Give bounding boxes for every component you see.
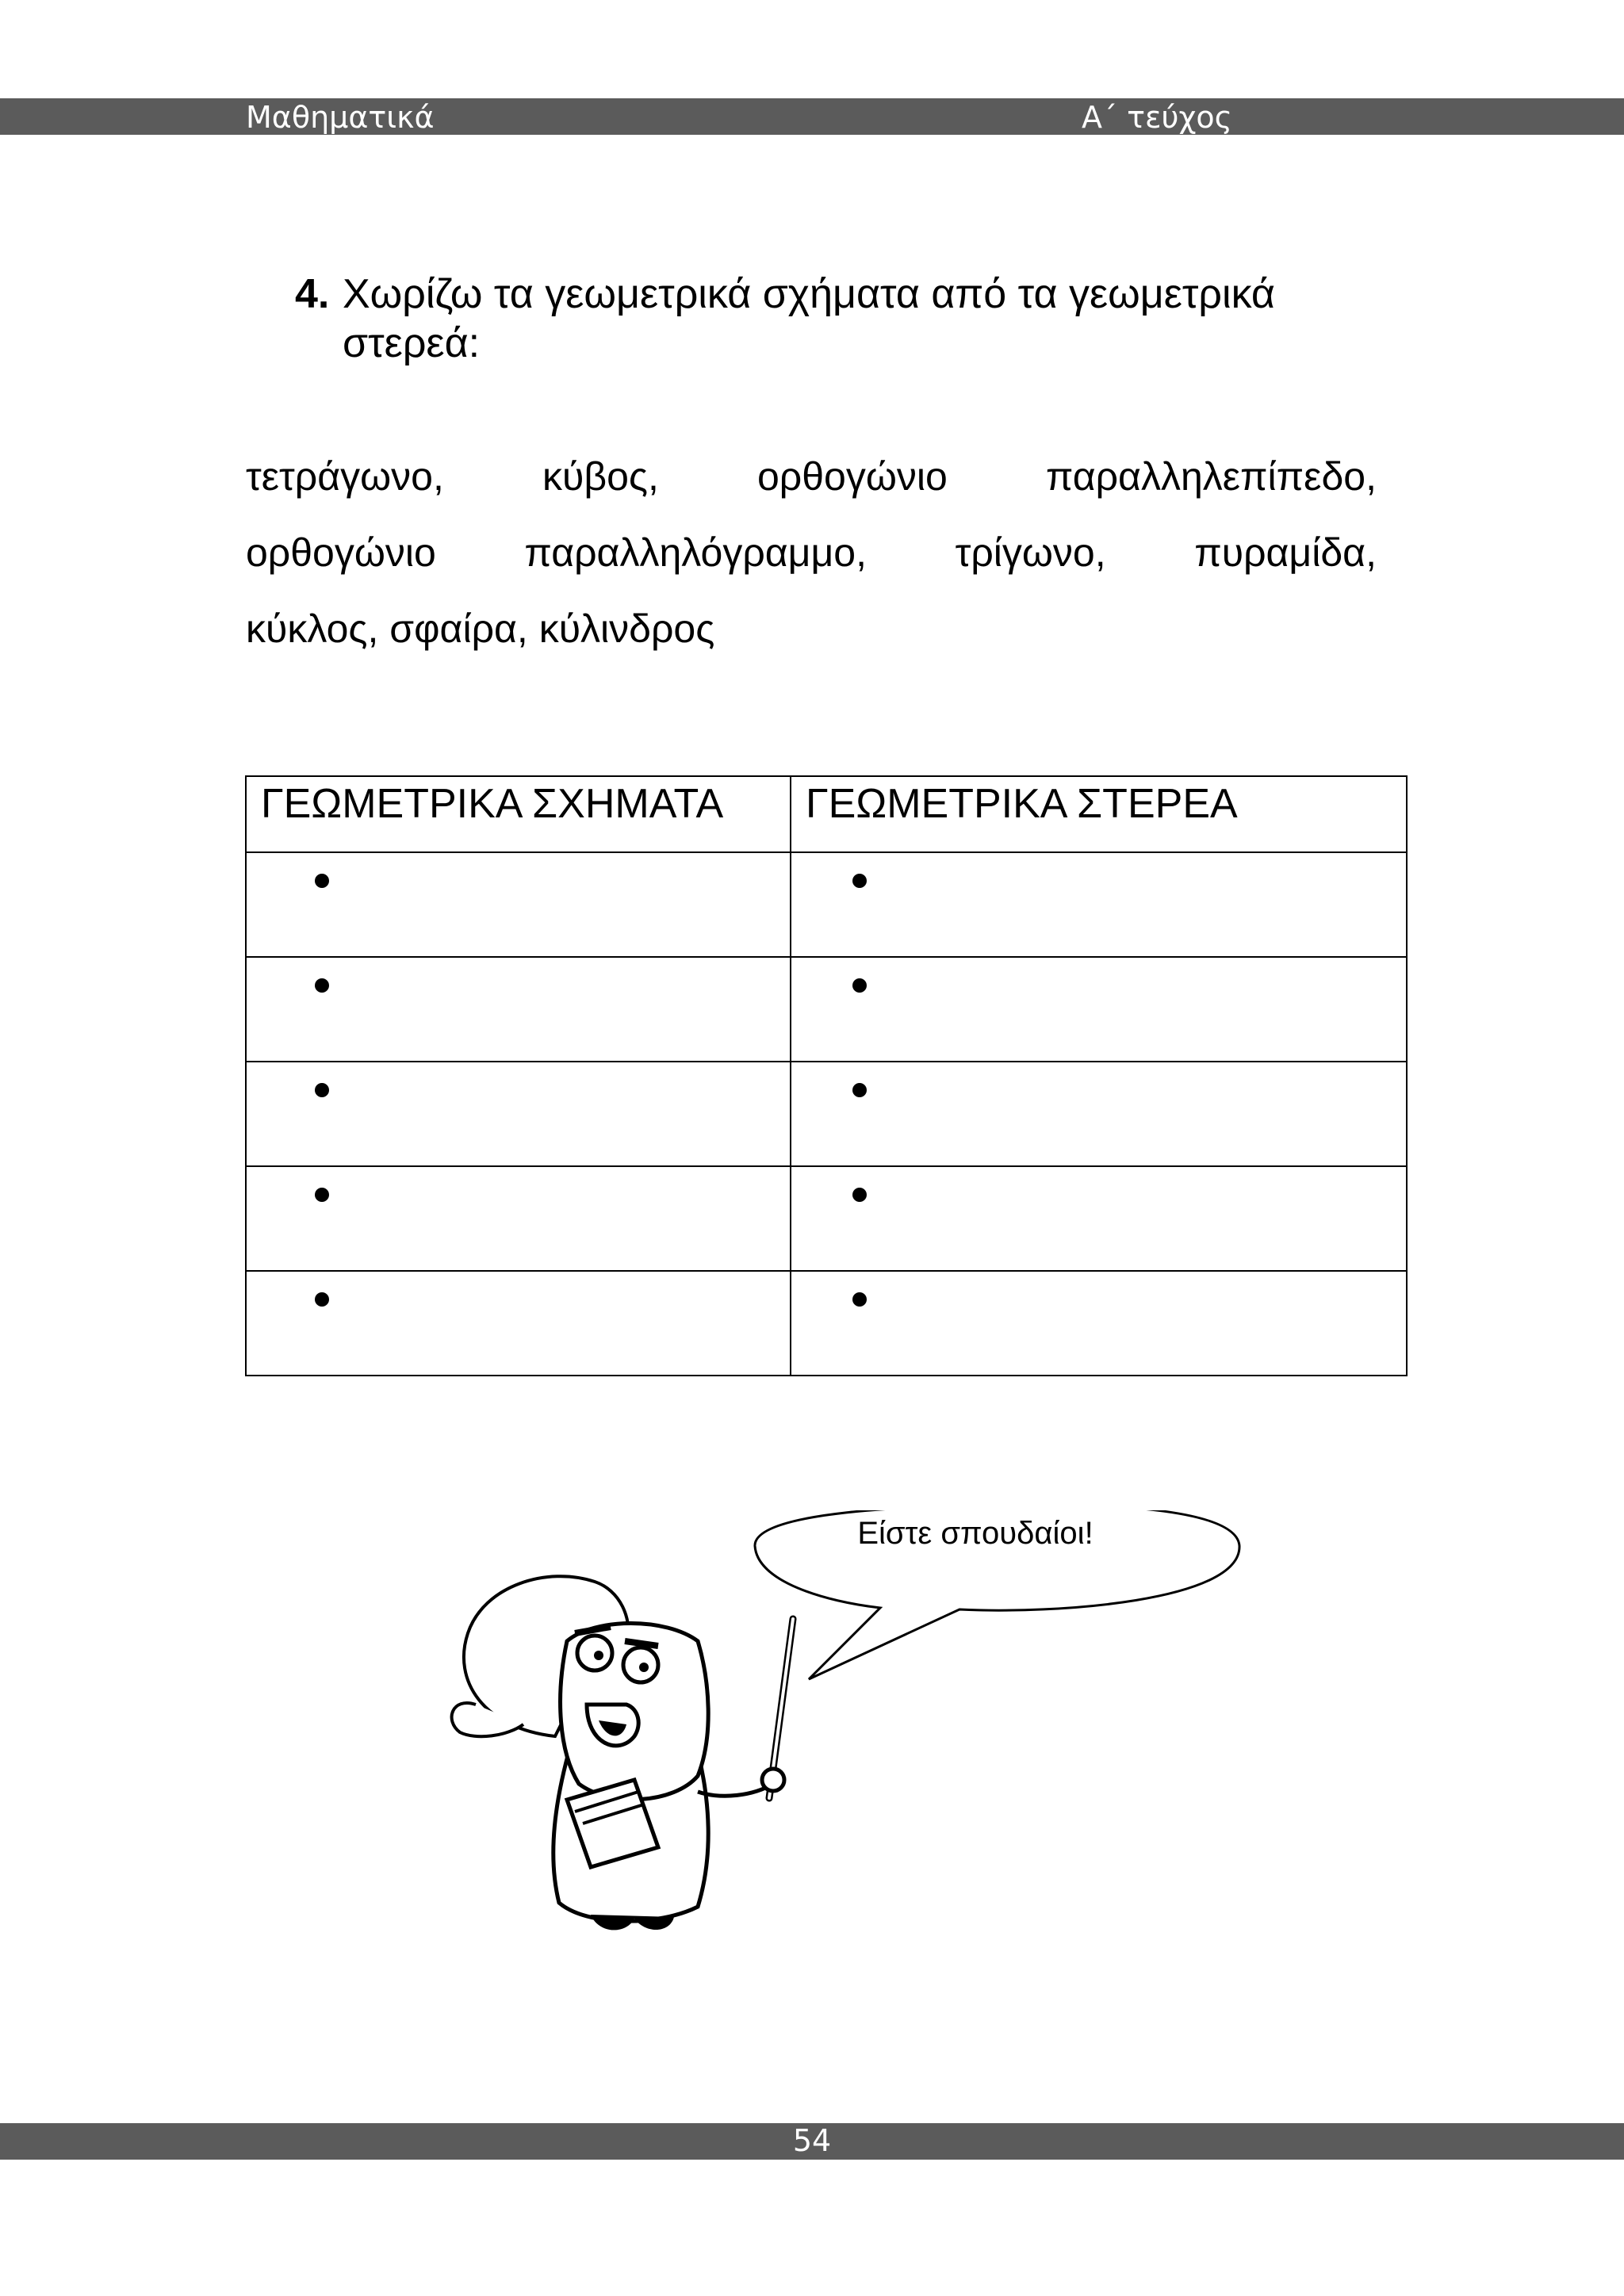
table-row — [246, 957, 1407, 1062]
table-row — [246, 1166, 1407, 1271]
teacher-illustration — [428, 1510, 1253, 1954]
bullet-icon — [852, 1083, 867, 1097]
header-bar — [0, 98, 1624, 135]
word: τρίγωνο, — [955, 530, 1106, 575]
solid-cell — [791, 1166, 1407, 1271]
sorting-table — [245, 775, 1408, 1376]
speech-bubble-text: Είστε σπουδαίοι! — [857, 1516, 1094, 1551]
shape-answer-input[interactable] — [350, 1280, 774, 1360]
bullet-icon — [315, 1188, 329, 1202]
solid-cell — [791, 1271, 1407, 1376]
bullet-icon — [852, 874, 867, 888]
header-solids: ΓΕΩΜΕΤΡΙΚΑ ΣΤΕΡΕΑ — [791, 776, 1407, 852]
table-row — [246, 852, 1407, 957]
word: κύβος, — [542, 454, 659, 499]
word: παραλληλόγραμμο, — [524, 530, 867, 575]
header-subject: Μαθηματικά — [246, 100, 435, 135]
exercise-number: 4. — [295, 271, 330, 317]
footer-bar — [0, 2123, 1624, 2160]
solid-cell — [791, 852, 1407, 957]
table-header-row — [246, 776, 1407, 852]
shape-answer-input[interactable] — [350, 861, 774, 942]
solid-answer-input[interactable] — [894, 1280, 1390, 1360]
table-row — [246, 1271, 1407, 1376]
word-bank-line-1 — [246, 453, 1377, 509]
word-bank-line-2 — [246, 530, 1377, 585]
word: πυραμίδα, — [1194, 530, 1377, 575]
shape-cell — [246, 1062, 791, 1166]
solid-cell — [791, 1062, 1407, 1166]
header-shapes: ΓΕΩΜΕΤΡΙΚΑ ΣΧΗΜΑΤΑ — [246, 776, 791, 852]
solid-answer-input[interactable] — [894, 861, 1390, 942]
solid-cell — [791, 957, 1407, 1062]
solid-answer-input[interactable] — [894, 966, 1390, 1047]
page-number: 54 — [792, 2123, 832, 2158]
shape-cell — [246, 957, 791, 1062]
bullet-icon — [315, 1083, 329, 1097]
bullet-icon — [315, 1292, 329, 1307]
bullet-icon — [315, 874, 329, 888]
bullet-icon — [852, 1292, 867, 1307]
bullet-icon — [852, 978, 867, 993]
table-row — [246, 1062, 1407, 1166]
bullet-icon — [852, 1188, 867, 1202]
header-volume: Α΄ τεύχος — [1082, 100, 1232, 135]
solid-answer-input[interactable] — [894, 1070, 1390, 1151]
word: ορθογώνιο — [756, 454, 948, 499]
shape-answer-input[interactable] — [350, 966, 774, 1047]
exercise-text: Χωρίζω τα γεωμετρικά σχήματα από τα γεωμετρικά στερεά: — [343, 271, 1275, 366]
shape-answer-input[interactable] — [350, 1070, 774, 1151]
shape-cell — [246, 1271, 791, 1376]
word-bank-line-3: κύκλος, σφαίρα, κύλινδρος — [246, 607, 715, 651]
shape-cell — [246, 852, 791, 957]
word: ορθογώνιο — [246, 530, 436, 575]
shape-answer-input[interactable] — [350, 1175, 774, 1256]
word: τετράγωνο, — [246, 454, 444, 499]
solid-answer-input[interactable] — [894, 1175, 1390, 1256]
bullet-icon — [315, 978, 329, 993]
shape-cell — [246, 1166, 791, 1271]
word: παραλληλεπίπεδο, — [1045, 454, 1377, 499]
